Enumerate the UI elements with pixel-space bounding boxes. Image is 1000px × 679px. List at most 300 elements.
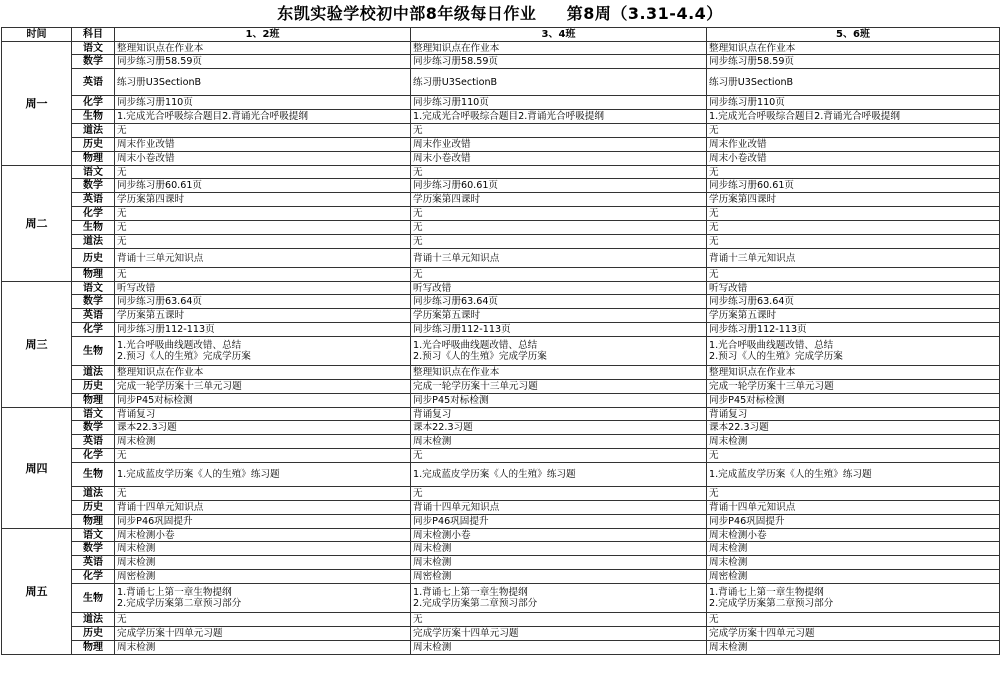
homework-table [1, 27, 1000, 655]
homework-line: 周末检测 [709, 557, 748, 568]
table-row [2, 323, 1000, 337]
homework-cell [115, 42, 411, 55]
homework-line: 周末检测 [413, 436, 452, 447]
homework-cell [411, 627, 707, 641]
homework-cell [707, 394, 1000, 408]
header-class-3-4: 3、4班 [411, 28, 707, 42]
homework-cell [411, 641, 707, 655]
homework-line: 同步练习册110页 [709, 97, 785, 108]
homework-line: 学历案第四课时 [413, 194, 481, 205]
homework-cell [411, 337, 707, 366]
homework-cell [707, 249, 1000, 268]
homework-line: 1.完成蓝皮学历案《人的生殖》练习题 [709, 469, 872, 480]
homework-cell [707, 421, 1000, 435]
homework-line: 背诵复习 [709, 408, 748, 420]
table-row [2, 570, 1000, 584]
subject-cell: 生物 [72, 110, 115, 124]
homework-cell [707, 542, 1000, 556]
homework-cell [707, 570, 1000, 584]
homework-line: 周末检测 [709, 642, 748, 653]
homework-cell [707, 515, 1000, 529]
homework-line: 完成一轮学历案十三单元习题 [413, 381, 538, 392]
homework-cell [411, 613, 707, 627]
homework-cell [115, 408, 411, 421]
homework-line: 无 [413, 450, 423, 461]
homework-cell [411, 501, 707, 515]
table-row [2, 69, 1000, 96]
table-row [2, 449, 1000, 463]
subject-cell: 化学 [72, 570, 115, 584]
homework-cell [411, 96, 707, 110]
homework-line: 周末检测 [413, 543, 452, 554]
subject-cell: 语文 [72, 166, 115, 179]
table-row [2, 207, 1000, 221]
table-row [2, 463, 1000, 487]
subject-cell: 英语 [72, 556, 115, 570]
homework-cell [707, 408, 1000, 421]
homework-cell [115, 515, 411, 529]
homework-line: 同步练习册58.59页 [413, 56, 499, 67]
homework-cell [707, 613, 1000, 627]
homework-line: 同步练习册58.59页 [709, 56, 795, 67]
subject-cell: 化学 [72, 449, 115, 463]
homework-cell [411, 207, 707, 221]
subject-cell: 英语 [72, 69, 115, 96]
homework-line: 课本22.3习题 [709, 422, 769, 433]
table-row [2, 435, 1000, 449]
homework-line: 无 [413, 208, 423, 219]
homework-line: 周末检测 [709, 543, 748, 554]
homework-cell [115, 295, 411, 309]
day-cell: 周二 [2, 166, 72, 282]
homework-cell [115, 394, 411, 408]
homework-line: 同步P46巩固提升 [117, 516, 193, 527]
table-row [2, 556, 1000, 570]
homework-cell [115, 193, 411, 207]
homework-cell [707, 449, 1000, 463]
homework-line: 2.预习《人的生殖》完成学历案 [413, 351, 547, 362]
homework-cell [707, 282, 1000, 295]
day-cell: 周三 [2, 282, 72, 408]
homework-cell [707, 337, 1000, 366]
homework-line: 背诵复习 [117, 408, 156, 420]
homework-line: 同步练习册112-113页 [709, 324, 807, 335]
homework-line: 1.完成光合呼吸综合题目2.背诵光合呼吸提纲 [117, 111, 308, 122]
homework-cell [115, 179, 411, 193]
homework-line: 同步练习册63.64页 [413, 296, 499, 307]
homework-line: 整理知识点在作业本 [709, 367, 796, 378]
subject-cell: 道法 [72, 613, 115, 627]
homework-line: 周末检测 [413, 642, 452, 653]
subject-cell: 英语 [72, 435, 115, 449]
homework-line: 无 [413, 269, 423, 280]
subject-cell: 语文 [72, 42, 115, 55]
homework-line: 课本22.3习题 [413, 422, 473, 433]
homework-line: 周末作业改错 [709, 139, 767, 150]
homework-cell [707, 641, 1000, 655]
subject-cell: 物理 [72, 515, 115, 529]
table-row [2, 221, 1000, 235]
homework-cell [115, 584, 411, 613]
homework-line: 同步练习册112-113页 [117, 324, 215, 335]
homework-cell [707, 138, 1000, 152]
homework-cell [115, 55, 411, 69]
table-row [2, 515, 1000, 529]
homework-cell [115, 435, 411, 449]
subject-cell: 化学 [72, 207, 115, 221]
homework-line: 同步练习册63.64页 [709, 296, 795, 307]
homework-cell [707, 110, 1000, 124]
subject-cell: 化学 [72, 96, 115, 110]
sheet-title: 东凯实验学校初中部8年级每日作业 第8周（3.31-4.4） [277, 4, 723, 23]
homework-line: 1.背诵七上第一章生物提纲 [413, 587, 528, 598]
homework-cell [707, 435, 1000, 449]
homework-cell [115, 380, 411, 394]
table-row [2, 366, 1000, 380]
homework-cell [707, 366, 1000, 380]
subject-cell: 道法 [72, 124, 115, 138]
subject-cell: 历史 [72, 380, 115, 394]
subject-cell: 数学 [72, 55, 115, 69]
homework-line: 无 [413, 614, 423, 625]
homework-line: 无 [117, 488, 127, 499]
homework-cell [115, 152, 411, 166]
header-row [2, 28, 1000, 42]
homework-line: 同步练习册110页 [413, 97, 489, 108]
homework-cell [411, 449, 707, 463]
homework-line: 2.完成学历案第二章预习部分 [709, 598, 834, 609]
homework-cell [115, 641, 411, 655]
homework-line: 整理知识点在作业本 [709, 42, 796, 54]
subject-cell: 物理 [72, 641, 115, 655]
homework-cell [115, 463, 411, 487]
subject-cell: 语文 [72, 282, 115, 295]
homework-cell [411, 584, 707, 613]
homework-cell [115, 627, 411, 641]
homework-cell [707, 487, 1000, 501]
table-row [2, 380, 1000, 394]
homework-cell [707, 124, 1000, 138]
homework-line: 背诵复习 [413, 408, 452, 420]
homework-line: 整理知识点在作业本 [413, 42, 500, 54]
homework-cell [707, 295, 1000, 309]
homework-line: 背诵十四单元知识点 [117, 502, 204, 513]
homework-cell [115, 110, 411, 124]
homework-cell [115, 166, 411, 179]
day-cell: 周四 [2, 408, 72, 529]
homework-cell [411, 249, 707, 268]
homework-line: 学历案第四课时 [117, 194, 185, 205]
homework-line: 周末检测 [413, 557, 452, 568]
homework-line: 练习册U3SectionB [709, 76, 794, 88]
homework-cell [707, 55, 1000, 69]
homework-cell [115, 570, 411, 584]
homework-line: 整理知识点在作业本 [117, 367, 204, 378]
homework-line: 2.完成学历案第二章预习部分 [413, 598, 538, 609]
homework-cell [411, 408, 707, 421]
homework-line: 无 [413, 488, 423, 499]
homework-line: 周末检测 [117, 642, 156, 653]
day-cell: 周五 [2, 529, 72, 655]
homework-line: 1.光合呼吸曲线题改错、总结 [413, 340, 538, 351]
homework-line: 无 [117, 125, 127, 136]
homework-line: 练习册U3SectionB [117, 76, 202, 88]
homework-cell [115, 207, 411, 221]
table-row [2, 408, 1000, 421]
homework-cell [707, 235, 1000, 249]
table-row [2, 487, 1000, 501]
homework-cell [115, 529, 411, 542]
table-row [2, 110, 1000, 124]
homework-cell [411, 152, 707, 166]
homework-line: 无 [117, 166, 127, 178]
homework-cell [411, 366, 707, 380]
homework-line: 1.背诵七上第一章生物提纲 [709, 587, 824, 598]
homework-line: 整理知识点在作业本 [413, 367, 500, 378]
homework-cell [115, 268, 411, 282]
homework-cell [411, 69, 707, 96]
homework-cell [411, 380, 707, 394]
subject-cell: 物理 [72, 394, 115, 408]
subject-cell: 历史 [72, 501, 115, 515]
subject-cell: 英语 [72, 193, 115, 207]
homework-cell [115, 221, 411, 235]
table-row [2, 641, 1000, 655]
table-row [2, 282, 1000, 295]
homework-line: 背诵十三单元知识点 [117, 252, 204, 264]
homework-cell [115, 282, 411, 295]
table-row [2, 501, 1000, 515]
homework-line: 周末检测 [117, 436, 156, 447]
homework-line: 无 [413, 166, 423, 178]
homework-line: 无 [709, 236, 719, 247]
homework-line: 背诵十四单元知识点 [709, 502, 796, 513]
homework-cell [115, 235, 411, 249]
homework-line: 背诵十三单元知识点 [413, 252, 500, 264]
homework-cell [707, 323, 1000, 337]
homework-line: 周末检测小卷 [709, 529, 767, 541]
homework-line: 背诵十三单元知识点 [709, 252, 796, 264]
header-time: 时间 [2, 28, 72, 42]
homework-line: 周密检测 [709, 571, 748, 582]
homework-line: 课本22.3习题 [117, 422, 177, 433]
subject-cell: 生物 [72, 584, 115, 613]
homework-line: 周末小卷改错 [709, 153, 767, 164]
homework-line: 同步练习册58.59页 [117, 56, 203, 67]
homework-cell [115, 487, 411, 501]
homework-line: 背诵十四单元知识点 [413, 502, 500, 513]
homework-line: 2.预习《人的生殖》完成学历案 [709, 351, 843, 362]
homework-line: 1.背诵七上第一章生物提纲 [117, 587, 232, 598]
table-row [2, 394, 1000, 408]
homework-cell [707, 221, 1000, 235]
subject-cell: 数学 [72, 295, 115, 309]
homework-line: 周密检测 [413, 571, 452, 582]
homework-line: 完成一轮学历案十三单元习题 [117, 381, 242, 392]
homework-cell [707, 96, 1000, 110]
homework-line: 无 [709, 488, 719, 499]
homework-line: 无 [117, 236, 127, 247]
homework-line: 听写改错 [117, 282, 156, 294]
subject-cell: 道法 [72, 235, 115, 249]
homework-line: 完成一轮学历案十三单元习题 [709, 381, 834, 392]
homework-line: 周末作业改错 [117, 139, 175, 150]
homework-cell [707, 463, 1000, 487]
homework-line: 周末小卷改错 [117, 153, 175, 164]
homework-cell [411, 515, 707, 529]
homework-line: 同步练习册112-113页 [413, 324, 511, 335]
homework-line: 周末小卷改错 [413, 153, 471, 164]
table-row [2, 42, 1000, 55]
homework-cell [707, 268, 1000, 282]
homework-cell [411, 221, 707, 235]
homework-cell [707, 152, 1000, 166]
header-class-5-6: 5、6班 [707, 28, 1000, 42]
homework-line: 无 [709, 222, 719, 233]
homework-cell [411, 570, 707, 584]
homework-cell [707, 166, 1000, 179]
subject-cell: 英语 [72, 309, 115, 323]
homework-cell [411, 542, 707, 556]
homework-line: 周末检测 [117, 543, 156, 554]
homework-line: 练习册U3SectionB [413, 76, 498, 88]
homework-cell [115, 366, 411, 380]
table-row [2, 124, 1000, 138]
homework-cell [707, 309, 1000, 323]
homework-cell [707, 193, 1000, 207]
homework-cell [115, 542, 411, 556]
homework-cell [707, 179, 1000, 193]
homework-cell [707, 207, 1000, 221]
subject-cell: 道法 [72, 487, 115, 501]
subject-cell: 历史 [72, 249, 115, 268]
homework-cell [115, 138, 411, 152]
homework-line: 同步练习册63.64页 [117, 296, 203, 307]
subject-cell: 语文 [72, 529, 115, 542]
homework-cell [707, 42, 1000, 55]
header-class-1-2: 1、2班 [115, 28, 411, 42]
homework-line: 同步P45对标检测 [709, 395, 785, 406]
homework-cell [115, 96, 411, 110]
homework-cell [115, 309, 411, 323]
homework-line: 无 [413, 125, 423, 136]
subject-cell: 历史 [72, 138, 115, 152]
table-body [2, 42, 1000, 655]
homework-line: 同步P46巩固提升 [413, 516, 489, 527]
homework-line: 同步P45对标检测 [413, 395, 489, 406]
subject-cell: 生物 [72, 221, 115, 235]
subject-cell: 物理 [72, 268, 115, 282]
homework-cell [411, 556, 707, 570]
homework-cell [115, 449, 411, 463]
table-row [2, 268, 1000, 282]
homework-cell [411, 124, 707, 138]
table-row [2, 166, 1000, 179]
table-row [2, 613, 1000, 627]
subject-cell: 物理 [72, 152, 115, 166]
homework-line: 无 [117, 614, 127, 625]
table-row [2, 249, 1000, 268]
homework-cell [411, 110, 707, 124]
homework-cell [411, 179, 707, 193]
homework-cell [411, 295, 707, 309]
homework-line: 无 [709, 166, 719, 178]
homework-line: 无 [709, 208, 719, 219]
homework-cell [707, 501, 1000, 515]
homework-line: 周末检测小卷 [117, 529, 175, 541]
homework-line: 无 [709, 269, 719, 280]
homework-cell [411, 435, 707, 449]
homework-cell [115, 613, 411, 627]
subject-cell: 数学 [72, 179, 115, 193]
homework-line: 同步P45对标检测 [117, 395, 193, 406]
homework-cell [411, 282, 707, 295]
table-row [2, 193, 1000, 207]
homework-cell [115, 69, 411, 96]
table-row [2, 152, 1000, 166]
homework-cell [707, 584, 1000, 613]
homework-line: 周末作业改错 [413, 139, 471, 150]
homework-line: 无 [117, 208, 127, 219]
homework-line: 完成学历案十四单元习题 [117, 628, 223, 639]
table-row [2, 627, 1000, 641]
homework-line: 周末检测 [117, 557, 156, 568]
homework-cell [411, 487, 707, 501]
subject-cell: 历史 [72, 627, 115, 641]
day-cell: 周一 [2, 42, 72, 166]
homework-line: 1.光合呼吸曲线题改错、总结 [709, 340, 834, 351]
subject-cell: 道法 [72, 366, 115, 380]
homework-line: 整理知识点在作业本 [117, 42, 204, 54]
homework-cell [707, 380, 1000, 394]
homework-cell [411, 55, 707, 69]
homework-cell [115, 556, 411, 570]
homework-line: 1.完成蓝皮学历案《人的生殖》练习题 [413, 469, 576, 480]
homework-line: 同步练习册60.61页 [117, 180, 203, 191]
homework-line: 1.完成蓝皮学历案《人的生殖》练习题 [117, 469, 280, 480]
homework-cell [115, 337, 411, 366]
homework-line: 学历案第五课时 [709, 310, 777, 321]
homework-line: 听写改错 [709, 282, 748, 294]
homework-line: 周末检测 [709, 436, 748, 447]
homework-line: 无 [413, 236, 423, 247]
table-row [2, 96, 1000, 110]
table-row [2, 138, 1000, 152]
subject-cell: 化学 [72, 323, 115, 337]
table-row [2, 295, 1000, 309]
homework-line: 完成学历案十四单元习题 [413, 628, 519, 639]
homework-cell [115, 124, 411, 138]
homework-line: 学历案第五课时 [117, 310, 185, 321]
homework-cell [411, 138, 707, 152]
homework-line: 无 [117, 222, 127, 233]
homework-line: 无 [117, 269, 127, 280]
homework-cell [411, 166, 707, 179]
homework-line: 学历案第五课时 [413, 310, 481, 321]
homework-cell [411, 193, 707, 207]
homework-line: 同步P46巩固提升 [709, 516, 785, 527]
table-row [2, 542, 1000, 556]
homework-line: 无 [709, 125, 719, 136]
subject-cell: 生物 [72, 463, 115, 487]
homework-cell [115, 323, 411, 337]
homework-cell [115, 501, 411, 515]
subject-cell: 数学 [72, 421, 115, 435]
table-row [2, 421, 1000, 435]
table-row [2, 235, 1000, 249]
table-row [2, 309, 1000, 323]
homework-line: 1.光合呼吸曲线题改错、总结 [117, 340, 242, 351]
